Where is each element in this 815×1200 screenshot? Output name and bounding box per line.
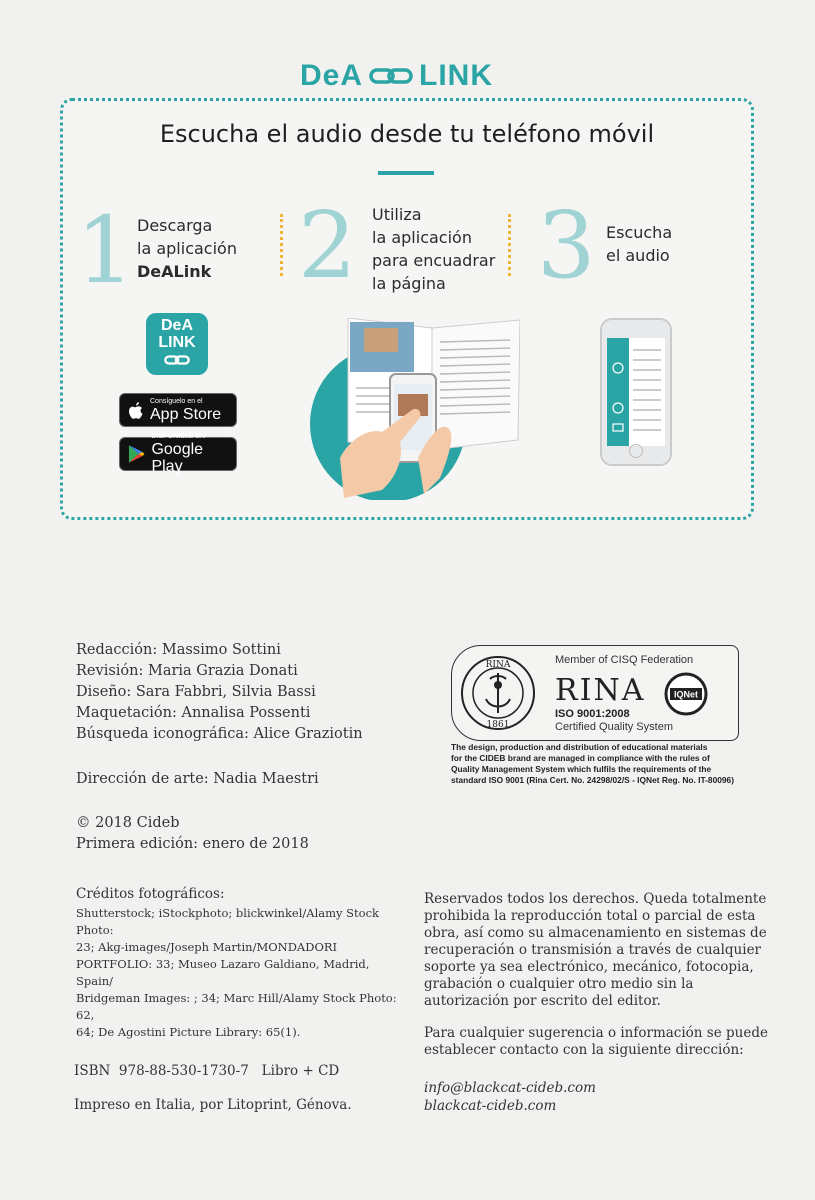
step-2-text [372,203,495,295]
rina-statement-line: standard ISO 9001 (Rina Cert. No. 24298/02/S - IQNet Reg. No. IT-80096) [451,775,734,785]
photo-credit-line: 64; De Agostini Picture Library: 65(1). [76,1025,301,1039]
credit-line: Revisión: Maria Grazia Donati [76,663,298,679]
copyright: © 2018 Cideb [76,815,180,831]
rights-line: grabación o cualquier otro medio sin la [424,976,694,992]
photo-credits [76,905,406,1041]
rina-brand: RINA [555,673,646,708]
contact-notice [424,1025,784,1059]
app-store-small: Consíguelo en el [150,397,203,405]
phone-screen [607,338,665,446]
step-3-text [606,221,672,267]
rights-line: autorización por escrito del editor. [424,993,661,1009]
panel-title: Escucha el audio desde tu teléfono móvil [159,120,655,148]
photo-credit-line: Bridgeman Images: ; 34; Marc Hill/Alamy Stock Photo: 62, [76,991,397,1022]
google-play-badge[interactable] [119,433,237,475]
rights-line: obra, así como su almacenamiento en sistemas de [424,925,767,941]
credit-line: Maquetación: Annalisa Possenti [76,705,311,721]
book-scan-image [300,318,520,500]
isbn: ISBN 978-88-530-1730-7 Libro + CD [74,1063,340,1079]
contact-website[interactable]: blackcat-cideb.com [424,1098,557,1114]
seal-top-text: RINA [485,660,511,670]
step-1-app-name: DeALink [137,262,212,281]
step-1-text [137,214,237,283]
book-scan-illustration [300,318,520,500]
chain-link-icon [162,353,192,367]
step-1-number: 1 [76,197,135,304]
rina-cert-text: Certified Quality System [555,721,673,733]
step-1-line: Descarga [137,216,213,235]
rina-statement-line: Quality Management System which fulfils the requirements of the [451,764,712,774]
phone-screen-content [607,338,665,446]
app-icon-link: LINK [158,334,196,351]
google-play-icon [128,444,145,464]
art-direction: Dirección de arte: Nadia Maestri [76,771,319,787]
rights-line: soporte ya sea electrónico, mecánico, fotocopia, [424,959,754,975]
google-play-small: DISPONIBLE EN [151,433,206,440]
photo-credit-line: Shutterstock; iStockphoto; blickwinkel/Alamy Stock Photo: [76,906,380,937]
rina-statement [451,742,741,786]
step-3-line: Escucha [606,223,673,242]
step-1-line: la aplicación [137,239,237,258]
iqnet-seal-icon [664,672,708,716]
smartphone-image [600,318,672,466]
rights-notice [424,891,784,1010]
dealink-logo [300,56,510,96]
credit-line: Diseño: Sara Fabbri, Silvia Bassi [76,684,316,700]
rina-statement-line: The design, production and distribution of educational materials [451,742,708,752]
chain-link-icon [369,64,413,88]
step-divider [280,214,283,276]
step-2-line: para encuadrar [372,251,496,270]
credit-line: Búsqueda iconográfica: Alice Graziotin [76,726,363,742]
google-play-label: Google Play [151,441,204,475]
printed-in: Impreso en Italia, por Litoprint, Génova. [74,1097,352,1113]
contact-line: Para cualquier sugerencia o información se puede [424,1025,768,1041]
app-icon-dea: DeA [160,317,193,334]
rina-statement-line: for the CIDEB brand are managed in compliance with the rules of [451,753,710,763]
rights-line: recuperación o transmisión a través de cualquier [424,942,762,958]
title-rule [378,171,434,175]
step-2-line: la página [372,274,446,293]
credit-line: Redacción: Massimo Sottini [76,642,281,658]
iqnet-text: IQNet [673,689,699,700]
logo-dea-text: DeA [300,59,364,92]
rina-member-text: Member of CISQ Federation [555,654,694,666]
step-3-number: 3 [537,192,596,299]
edition: Primera edición: enero de 2018 [76,836,309,852]
contact-line: establecer contacto con la siguiente dirección: [424,1042,744,1058]
step-2-line: la aplicación [372,228,472,247]
photo-credit-line: PORTFOLIO: 33; Museo Lazaro Galdiano, Madrid, Spain/ [76,957,370,988]
step-2-number: 2 [298,192,357,299]
app-store-label: App Store [150,405,222,423]
dealink-app-icon[interactable] [146,313,208,375]
logo-link-text: LINK [419,59,494,92]
rina-iso: ISO 9001:2008 [555,708,630,720]
step-3-line: el audio [606,246,670,265]
rights-line: Reservados todos los derechos. Queda totalmente [424,891,767,907]
phone-home-button [629,444,643,458]
apple-icon [128,401,144,420]
app-store-badge[interactable] [119,393,237,427]
rina-seal-icon [460,655,536,731]
staff-credits [76,640,363,745]
photo-credit-line: 23; Akg-images/Joseph Martin/MONDADORI [76,940,338,954]
seal-year-text: 1861 [486,720,510,730]
photo-credits-heading: Créditos fotográficos: [76,886,225,902]
rights-line: prohibida la reproducción total o parcial de esta [424,908,756,924]
step-2-line: Utiliza [372,205,422,224]
contact-email[interactable]: info@blackcat-cideb.com [424,1080,596,1096]
step-divider [508,214,511,276]
